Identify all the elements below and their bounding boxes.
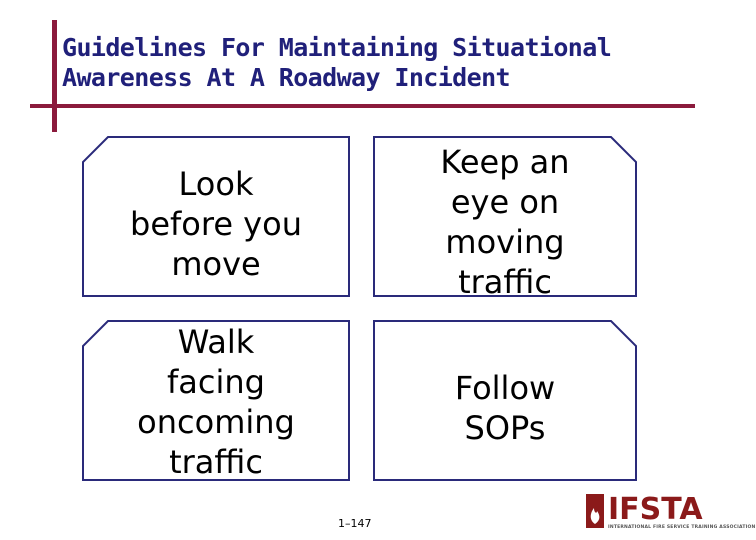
flame-icon (586, 494, 608, 530)
title-rule-vertical (52, 20, 57, 132)
card-line: facing (167, 363, 265, 401)
slide-title (62, 33, 702, 93)
logo-subtitle: INTERNATIONAL FIRE SERVICE TRAINING ASSOCIATION (608, 525, 756, 530)
card-line: oncoming (137, 403, 295, 441)
ifsta-logo (586, 492, 756, 532)
card-line: Walk (177, 323, 255, 361)
title-line-2: Awareness At A Roadway Incident (62, 63, 510, 92)
card-follow-sops (373, 320, 637, 481)
card-line: traffic (458, 263, 552, 301)
card-line: traffic (169, 443, 263, 481)
card-line: Look (178, 165, 254, 203)
title-line-1: Guidelines For Maintaining Situational (62, 33, 612, 62)
card-look-before-you-move (82, 136, 350, 297)
card-text (373, 142, 637, 302)
card-line: move (171, 245, 261, 283)
card-line: Keep an (440, 143, 570, 181)
card-line: Follow (454, 369, 556, 407)
card-text (373, 368, 637, 448)
card-walk-facing-traffic (82, 320, 350, 481)
card-line: SOPs (464, 409, 546, 447)
card-line: before you (130, 205, 302, 243)
card-keep-eye-on-traffic (373, 136, 637, 301)
card-line: moving (445, 223, 565, 261)
card-text (82, 164, 350, 284)
page-number: 1–147 (338, 517, 372, 530)
title-rule-horizontal (30, 104, 695, 108)
logo-wordmark: IFSTA (608, 492, 703, 527)
card-line: eye on (450, 183, 560, 221)
card-text (82, 322, 350, 482)
